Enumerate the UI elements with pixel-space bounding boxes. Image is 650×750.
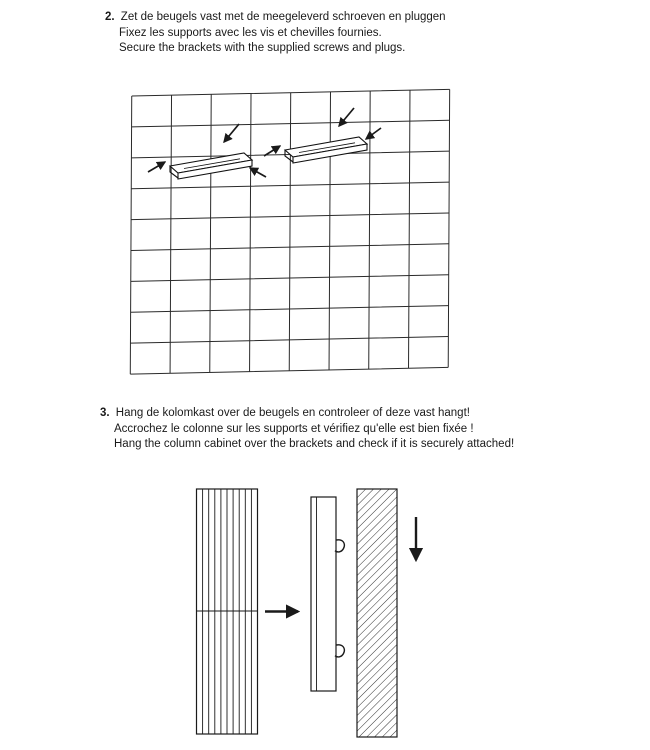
side-panel-outline bbox=[311, 497, 336, 691]
tiled-wall-brackets-diagram bbox=[118, 86, 463, 386]
tile-grid bbox=[130, 89, 449, 374]
step-2-line-nl bbox=[105, 10, 446, 26]
step-3-number: 3. bbox=[100, 407, 110, 419]
cabinet-side-panel bbox=[311, 497, 336, 691]
step-3-text-nl: Hang de kolomkast over de beugels en controleer of deze vast hangt! bbox=[115, 407, 470, 419]
step-2-instructions bbox=[105, 10, 446, 57]
screw-arrow-icon bbox=[366, 128, 381, 139]
step-2-number: 2. bbox=[105, 11, 115, 23]
screw-arrow-icon bbox=[250, 168, 266, 177]
step-3-line-nl bbox=[100, 406, 514, 422]
step-2-text-nl: Zet de beugels vast met de meegeleverd schroeven en pluggen bbox=[120, 11, 446, 23]
bracket-right bbox=[285, 137, 367, 163]
step-3-text-fr: Accrochez le colonne sur les supports et vérifiez qu'elle est bien fixée ! bbox=[114, 422, 474, 435]
step-3-text-en: Hang the column cabinet over the brackets and check if it is securely attached! bbox=[114, 438, 515, 450]
cabinet-hanging-diagram bbox=[180, 480, 460, 748]
step-2-text-fr: Fixez les supports avec les vis et chevilles fournies. bbox=[119, 26, 382, 39]
column-cabinet-front bbox=[197, 489, 258, 734]
screw-arrow-icon bbox=[148, 162, 165, 172]
wall-section bbox=[357, 489, 397, 737]
screw-arrow-icon bbox=[339, 108, 354, 126]
step-3-instructions bbox=[100, 406, 514, 453]
step-2-text-en: Secure the brackets with the supplied screws and plugs. bbox=[119, 42, 406, 54]
screw-arrow-icon bbox=[224, 124, 239, 142]
tile-grid-vertical-lines bbox=[130, 89, 449, 374]
